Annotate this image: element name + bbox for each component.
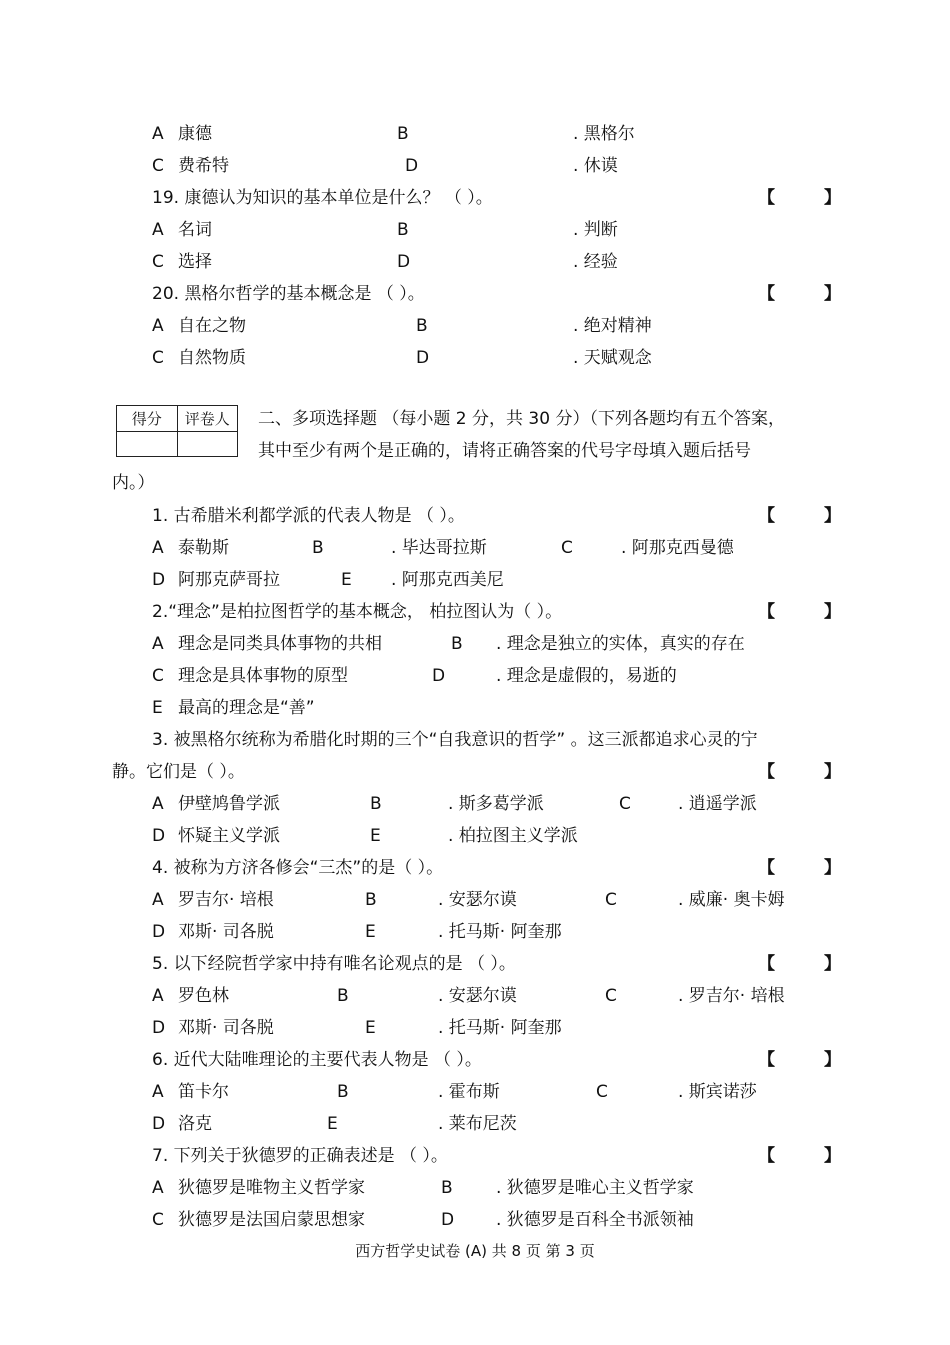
mq2-option-a-letter: A (152, 634, 164, 654)
grader-cell (177, 431, 238, 457)
mq6-option-e-letter: E (327, 1114, 338, 1134)
mq2-option-b-letter: B (451, 634, 463, 654)
score-cell (117, 431, 178, 457)
q18-option-c-letter: C (152, 156, 164, 176)
q19-option-a-text: 名词 (178, 220, 212, 240)
q18-option-d-letter: D (405, 156, 419, 176)
mq6-option-a-text: 笛卡尔 (178, 1082, 229, 1102)
mq1-stem: 1. 古希腊米利都学派的代表人物是 （ ）。 (152, 506, 465, 526)
mq1-option-a-letter: A (152, 538, 164, 558)
mq4-stem: 4. 被称为方济各修会“三杰”的是（ ）。 (152, 858, 444, 878)
q20-option-a-text: 自在之物 (178, 316, 246, 336)
q19-option-c-letter: C (152, 252, 164, 272)
mq5-option-b-text: . 安瑟尔谟 (438, 986, 517, 1006)
mq3-option-c-text: . 逍遥学派 (678, 794, 757, 814)
q19-option-d-text: . 经验 (573, 252, 618, 272)
q19-option-b-letter: B (397, 220, 409, 240)
mq3-option-b-letter: B (370, 794, 382, 814)
mq4-answer-bracket: 【 】 (758, 858, 841, 878)
mq4-option-c-letter: C (605, 890, 617, 910)
q19-answer-bracket: 【 】 (758, 188, 841, 208)
mq5-option-a-letter: A (152, 986, 164, 1006)
mq2-option-b-text: . 理念是独立的实体，真实的存在 (496, 634, 745, 654)
q20-option-d-letter: D (416, 348, 430, 368)
q18-option-d-text: . 休谟 (573, 156, 618, 176)
mq2-option-e-letter: E (152, 698, 163, 718)
q20-option-b-letter: B (416, 316, 428, 336)
mq7-option-c-letter: C (152, 1210, 164, 1230)
mq5-option-a-text: 罗色林 (178, 986, 229, 1006)
q20-option-b-text: . 绝对精神 (573, 316, 652, 336)
q20-answer-bracket: 【 】 (758, 284, 841, 304)
mq6-option-d-letter: D (152, 1114, 166, 1134)
mq4-option-a-letter: A (152, 890, 164, 910)
mq4-option-c-text: . 威廉· 奥卡姆 (678, 890, 785, 910)
q20-stem: 20. 黑格尔哲学的基本概念是 （ ）。 (152, 284, 425, 304)
q18-option-a-text: 康德 (178, 124, 212, 144)
mq1-option-e-text: . 阿那克西美尼 (391, 570, 504, 590)
mq4-option-b-letter: B (365, 890, 377, 910)
q20-option-c-text: 自然物质 (178, 348, 246, 368)
q20-option-a-letter: A (152, 316, 164, 336)
mq6-option-a-letter: A (152, 1082, 164, 1102)
mq6-stem: 6. 近代大陆唯理论的主要代表人物是 （ ）。 (152, 1050, 482, 1070)
mq3-answer-bracket: 【 】 (758, 762, 841, 782)
score-header: 得分 (117, 406, 178, 432)
mq5-option-c-text: . 罗吉尔· 培根 (678, 986, 785, 1006)
mq3-option-c-letter: C (619, 794, 631, 814)
mq7-option-b-letter: B (441, 1178, 453, 1198)
section2-heading-line3: 内。） (112, 473, 155, 493)
mq4-option-e-text: . 托马斯· 阿奎那 (438, 922, 562, 942)
mq6-option-c-text: . 斯宾诺莎 (678, 1082, 757, 1102)
mq1-answer-bracket: 【 】 (758, 506, 841, 526)
q18-option-b-text: . 黑格尔 (573, 124, 635, 144)
q18-option-c-text: 费希特 (178, 156, 229, 176)
section2-heading-line2: 其中至少有两个是正确的，请将正确答案的代号字母填入题后括号 (258, 441, 751, 461)
q20-option-c-letter: C (152, 348, 164, 368)
mq6-option-c-letter: C (596, 1082, 608, 1102)
mq4-option-e-letter: E (365, 922, 376, 942)
mq1-option-b-text: . 毕达哥拉斯 (391, 538, 487, 558)
mq5-option-d-text: 邓斯· 司各脱 (178, 1018, 274, 1038)
mq6-option-d-text: 洛克 (178, 1114, 212, 1134)
mq2-option-c-text: 理念是具体事物的原型 (178, 666, 348, 686)
mq2-answer-bracket: 【 】 (758, 602, 841, 622)
mq4-option-a-text: 罗吉尔· 培根 (178, 890, 274, 910)
mq2-option-d-text: . 理念是虚假的，易逝的 (496, 666, 677, 686)
mq5-option-b-letter: B (337, 986, 349, 1006)
q18-option-b-letter: B (397, 124, 409, 144)
mq7-option-b-text: . 狄德罗是唯心主义哲学家 (496, 1178, 694, 1198)
mq2-option-d-letter: D (432, 666, 446, 686)
mq1-option-d-letter: D (152, 570, 166, 590)
mq7-option-c-text: 狄德罗是法国启蒙思想家 (178, 1210, 365, 1230)
mq5-stem: 5. 以下经院哲学家中持有唯名论观点的是 （ ）。 (152, 954, 516, 974)
section2-heading-line1: 二、多项选择题 （每小题 2 分，共 30 分）（下列各题均有五个答案， (258, 409, 785, 429)
q19-option-a-letter: A (152, 220, 164, 240)
mq1-option-d-text: 阿那克萨哥拉 (178, 570, 280, 590)
grader-header: 评卷人 (177, 406, 238, 432)
mq3-option-b-text: . 斯多葛学派 (448, 794, 544, 814)
mq2-option-c-letter: C (152, 666, 164, 686)
mq7-option-d-letter: D (441, 1210, 455, 1230)
mq4-option-d-text: 邓斯· 司各脱 (178, 922, 274, 942)
mq5-answer-bracket: 【 】 (758, 954, 841, 974)
q20-option-d-text: . 天赋观念 (573, 348, 652, 368)
mq3-option-d-letter: D (152, 826, 166, 846)
mq7-option-a-letter: A (152, 1178, 164, 1198)
mq1-option-a-text: 泰勒斯 (178, 538, 229, 558)
mq3-option-a-text: 伊壁鸠鲁学派 (178, 794, 280, 814)
mq3-option-e-text: . 柏拉图主义学派 (448, 826, 578, 846)
q18-option-a-letter: A (152, 124, 164, 144)
mq3-stem-line2: 静。它们是（ ）。 (112, 762, 245, 782)
mq7-option-a-text: 狄德罗是唯物主义哲学家 (178, 1178, 365, 1198)
q19-option-d-letter: D (397, 252, 411, 272)
mq3-option-e-letter: E (370, 826, 381, 846)
mq3-stem-line1: 3. 被黑格尔统称为希腊化时期的三个“自我意识的哲学” 。这三派都追求心灵的宁 (152, 730, 758, 750)
mq3-option-d-text: 怀疑主义学派 (178, 826, 280, 846)
mq7-stem: 7. 下列关于狄德罗的正确表述是 （ ）。 (152, 1146, 448, 1166)
mq1-option-c-letter: C (561, 538, 573, 558)
mq2-stem: 2.“理念”是柏拉图哲学的基本概念， 柏拉图认为（ ）。 (152, 602, 563, 622)
score-grader-table (116, 405, 238, 457)
q19-option-c-text: 选择 (178, 252, 212, 272)
mq2-option-a-text: 理念是同类具体事物的共相 (178, 634, 382, 654)
mq5-option-e-text: . 托马斯· 阿奎那 (438, 1018, 562, 1038)
mq6-option-b-letter: B (337, 1082, 349, 1102)
page-footer: 西方哲学史试卷 (A) 共 8 页 第 3 页 (355, 1242, 595, 1260)
q19-option-b-text: . 判断 (573, 220, 618, 240)
q19-stem: 19. 康德认为知识的基本单位是什么？ （ ）。 (152, 188, 493, 208)
mq5-option-d-letter: D (152, 1018, 166, 1038)
mq6-option-e-text: . 莱布尼茨 (438, 1114, 517, 1134)
mq5-option-e-letter: E (365, 1018, 376, 1038)
mq7-option-d-text: . 狄德罗是百科全书派领袖 (496, 1210, 694, 1230)
mq7-answer-bracket: 【 】 (758, 1146, 841, 1166)
mq6-answer-bracket: 【 】 (758, 1050, 841, 1070)
mq4-option-b-text: . 安瑟尔谟 (438, 890, 517, 910)
mq4-option-d-letter: D (152, 922, 166, 942)
mq3-option-a-letter: A (152, 794, 164, 814)
mq1-option-e-letter: E (341, 570, 352, 590)
mq6-option-b-text: . 霍布斯 (438, 1082, 500, 1102)
mq1-option-b-letter: B (312, 538, 324, 558)
mq2-option-e-text: 最高的理念是“善” (178, 698, 315, 718)
mq5-option-c-letter: C (605, 986, 617, 1006)
mq1-option-c-text: . 阿那克西曼德 (621, 538, 734, 558)
